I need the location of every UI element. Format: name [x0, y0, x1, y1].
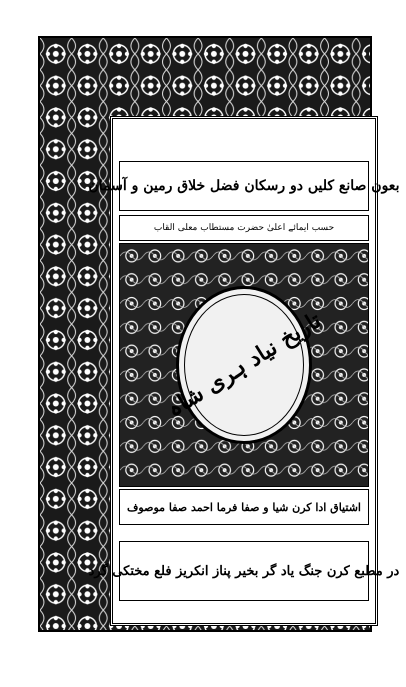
heading-line-2: حسب ایمائے اعلیٰ حضرت مستطاب معلی القاب: [119, 215, 369, 241]
title-medallion: [162, 286, 326, 444]
inner-panel: [88, 116, 400, 626]
publisher-line: در مطبع کرن جنگ یاد گر بخیر پناز انکریز فلع مختکی گرد: [119, 541, 369, 601]
heading-line-3: اشتیاق ادا کرن شیا و صفا فرما احمد صفا موصوف: [119, 489, 369, 525]
central-ornament: [119, 243, 369, 487]
ornamental-border: [38, 36, 400, 632]
book-title: تاریخ نیاد ہری شاہ: [162, 307, 326, 423]
heading-line-1: بعون صانع کلیں دو رسکان فضل خلاق رمین و آسمان: [119, 161, 369, 211]
